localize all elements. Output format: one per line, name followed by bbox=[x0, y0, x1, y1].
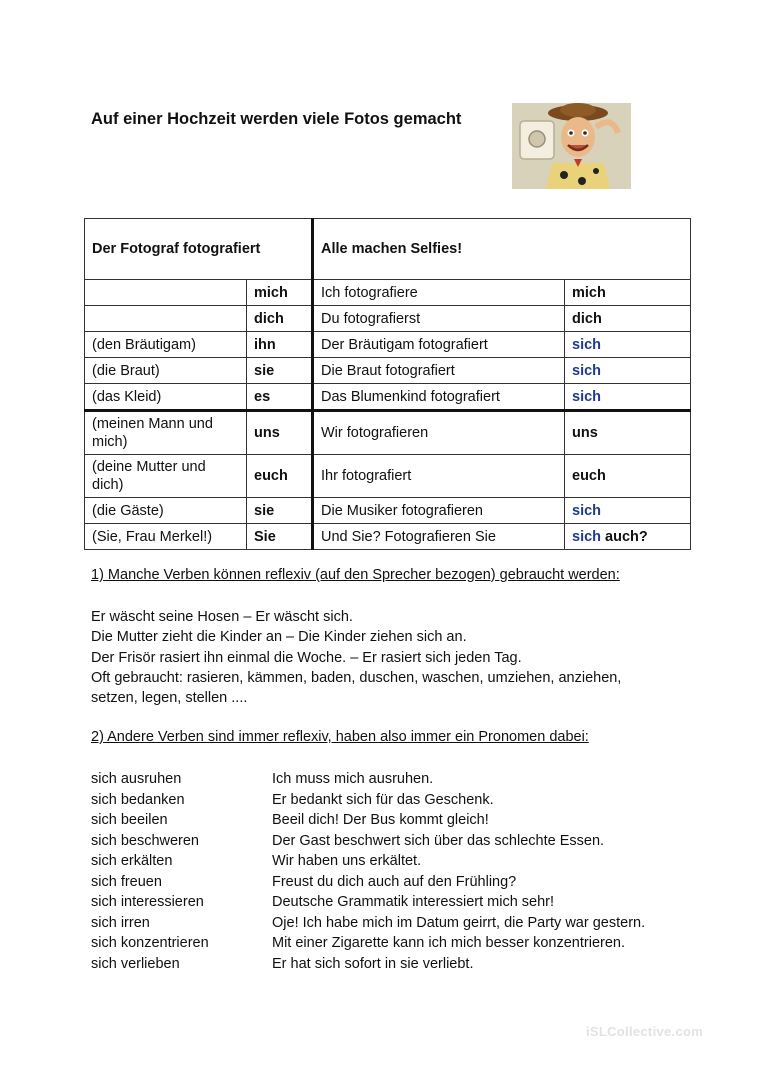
sentence-cell: Das Blumenkind fotografiert bbox=[313, 384, 565, 411]
pronoun-table bbox=[84, 218, 691, 550]
list-item bbox=[91, 933, 645, 954]
example: Der Gast beschwert sich über das schlechte Essen. bbox=[272, 832, 605, 849]
verb: sich ausruhen bbox=[91, 771, 182, 787]
table-row bbox=[85, 524, 691, 550]
example: Wir haben uns erkältet. bbox=[272, 853, 422, 869]
list-item bbox=[91, 851, 645, 872]
pronoun-cell: sie bbox=[247, 358, 313, 384]
verb: sich irren bbox=[91, 914, 150, 931]
reflexive-cell bbox=[565, 280, 691, 306]
table-header-row bbox=[85, 219, 691, 280]
object-cell: (meinen Mann und mich) bbox=[85, 411, 247, 455]
reflexive-verb-list bbox=[91, 769, 645, 974]
example: Oje! Ich habe mich im Datum geirrt, die Party war gestern. bbox=[272, 914, 646, 931]
section2-heading: 2) Andere Verben sind immer reflexiv, haben also immer ein Pronomen dabei: bbox=[91, 729, 589, 745]
pronoun-cell: mich bbox=[247, 280, 313, 306]
reflexive-pronoun: mich bbox=[572, 284, 606, 301]
table-row bbox=[85, 411, 691, 455]
verb: sich erkälten bbox=[91, 853, 173, 869]
header-left: Der Fotograf fotografiert bbox=[85, 219, 313, 280]
object-cell: (deine Mutter und dich) bbox=[85, 455, 247, 498]
object-cell: (das Kleid) bbox=[85, 384, 247, 411]
example: Ich muss mich ausruhen. bbox=[272, 771, 434, 787]
sentence-cell: Und Sie? Fotografieren Sie bbox=[313, 524, 565, 550]
example-line: Die Mutter zieht die Kinder an – Die Kinder ziehen sich an. bbox=[91, 629, 467, 646]
reflexive-pronoun: sich bbox=[572, 336, 602, 353]
list-item bbox=[91, 954, 645, 975]
list-item bbox=[91, 790, 645, 811]
list-item bbox=[91, 913, 645, 934]
object-cell: (die Gäste) bbox=[85, 498, 247, 524]
pronoun-cell: es bbox=[247, 384, 313, 411]
verb: sich beeilen bbox=[91, 812, 168, 828]
reflexive-cell bbox=[565, 332, 691, 358]
verb: sich beschweren bbox=[91, 832, 199, 849]
table-row bbox=[85, 358, 691, 384]
reflexive-extra: auch? bbox=[601, 528, 648, 545]
list-item bbox=[91, 810, 645, 831]
table-row bbox=[85, 498, 691, 524]
pronoun-cell: sie bbox=[247, 498, 313, 524]
verb: sich interessieren bbox=[91, 894, 204, 910]
sentence-cell: Wir fotografieren bbox=[313, 411, 565, 455]
example: Mit einer Zigarette kann ich mich besser konzentrieren. bbox=[272, 935, 625, 951]
header-right: Alle machen Selfies! bbox=[313, 219, 691, 280]
reflexive-pronoun: euch bbox=[572, 468, 606, 484]
table-row bbox=[85, 306, 691, 332]
sentence-cell: Du fotografierst bbox=[313, 306, 565, 332]
sentence-cell: Ich fotografiere bbox=[313, 280, 565, 306]
example: Er hat sich sofort in sie verliebt. bbox=[272, 955, 474, 972]
table-row bbox=[85, 332, 691, 358]
reflexive-cell bbox=[565, 411, 691, 455]
reflexive-cell bbox=[565, 498, 691, 524]
section1-examples bbox=[91, 607, 681, 708]
example-line: Oft gebraucht: rasieren, kämmen, baden, duschen, waschen, umziehen, anziehen, bbox=[91, 669, 622, 686]
page-title: Auf einer Hochzeit werden viele Fotos gemacht bbox=[91, 110, 462, 128]
object-cell: (den Bräutigam) bbox=[85, 332, 247, 358]
reflexive-cell bbox=[565, 524, 691, 550]
reflexive-cell bbox=[565, 358, 691, 384]
sentence-cell: Die Musiker fotografieren bbox=[313, 498, 565, 524]
verb: sich konzentrieren bbox=[91, 935, 209, 951]
list-item bbox=[91, 892, 645, 913]
example-line: setzen, legen, stellen .... bbox=[91, 690, 248, 707]
reflexive-pronoun: sich bbox=[572, 502, 602, 519]
pronoun-cell: ihn bbox=[247, 332, 313, 358]
reflexive-pronoun: uns bbox=[572, 425, 598, 441]
watermark: iSLCollective.com bbox=[586, 1024, 704, 1039]
object-cell: (die Braut) bbox=[85, 358, 247, 384]
object-cell bbox=[85, 280, 247, 306]
example-line: Er wäscht seine Hosen – Er wäscht sich. bbox=[91, 609, 353, 625]
table-row bbox=[85, 384, 691, 411]
reflexive-pronoun: sich bbox=[572, 528, 602, 545]
table-row bbox=[85, 280, 691, 306]
pronoun-cell: Sie bbox=[247, 524, 313, 550]
list-item bbox=[91, 769, 645, 790]
example: Freust du dich auch auf den Frühling? bbox=[272, 873, 517, 890]
list-item bbox=[91, 872, 645, 893]
pronoun-cell: dich bbox=[247, 306, 313, 332]
pronoun-cell: euch bbox=[247, 455, 313, 498]
reflexive-cell bbox=[565, 306, 691, 332]
example: Deutsche Grammatik interessiert mich sehr! bbox=[272, 894, 555, 910]
sentence-cell: Ihr fotografiert bbox=[313, 455, 565, 498]
list-item bbox=[91, 831, 645, 852]
reflexive-cell bbox=[565, 384, 691, 411]
object-cell bbox=[85, 306, 247, 332]
reflexive-pronoun: sich bbox=[572, 388, 602, 405]
pronoun-cell: uns bbox=[247, 411, 313, 455]
verb: sich verlieben bbox=[91, 955, 180, 972]
example: Er bedankt sich für das Geschenk. bbox=[272, 791, 494, 808]
verb: sich freuen bbox=[91, 873, 162, 890]
example: Beeil dich! Der Bus kommt gleich! bbox=[272, 812, 489, 828]
verb: sich bedanken bbox=[91, 791, 185, 808]
sentence-cell: Die Braut fotografiert bbox=[313, 358, 565, 384]
example-line: Der Frisör rasiert ihn einmal die Woche. – Er rasiert sich jeden Tag. bbox=[91, 649, 522, 666]
object-cell: (Sie, Frau Merkel!) bbox=[85, 524, 247, 550]
woody-selfie-photo bbox=[512, 103, 631, 189]
sentence-cell: Der Bräutigam fotografiert bbox=[313, 332, 565, 358]
reflexive-pronoun: sich bbox=[572, 362, 602, 379]
reflexive-cell bbox=[565, 455, 691, 498]
section1-heading: 1) Manche Verben können reflexiv (auf den Sprecher bezogen) gebraucht werden: bbox=[91, 567, 620, 583]
table-row bbox=[85, 455, 691, 498]
reflexive-pronoun: dich bbox=[572, 310, 602, 327]
